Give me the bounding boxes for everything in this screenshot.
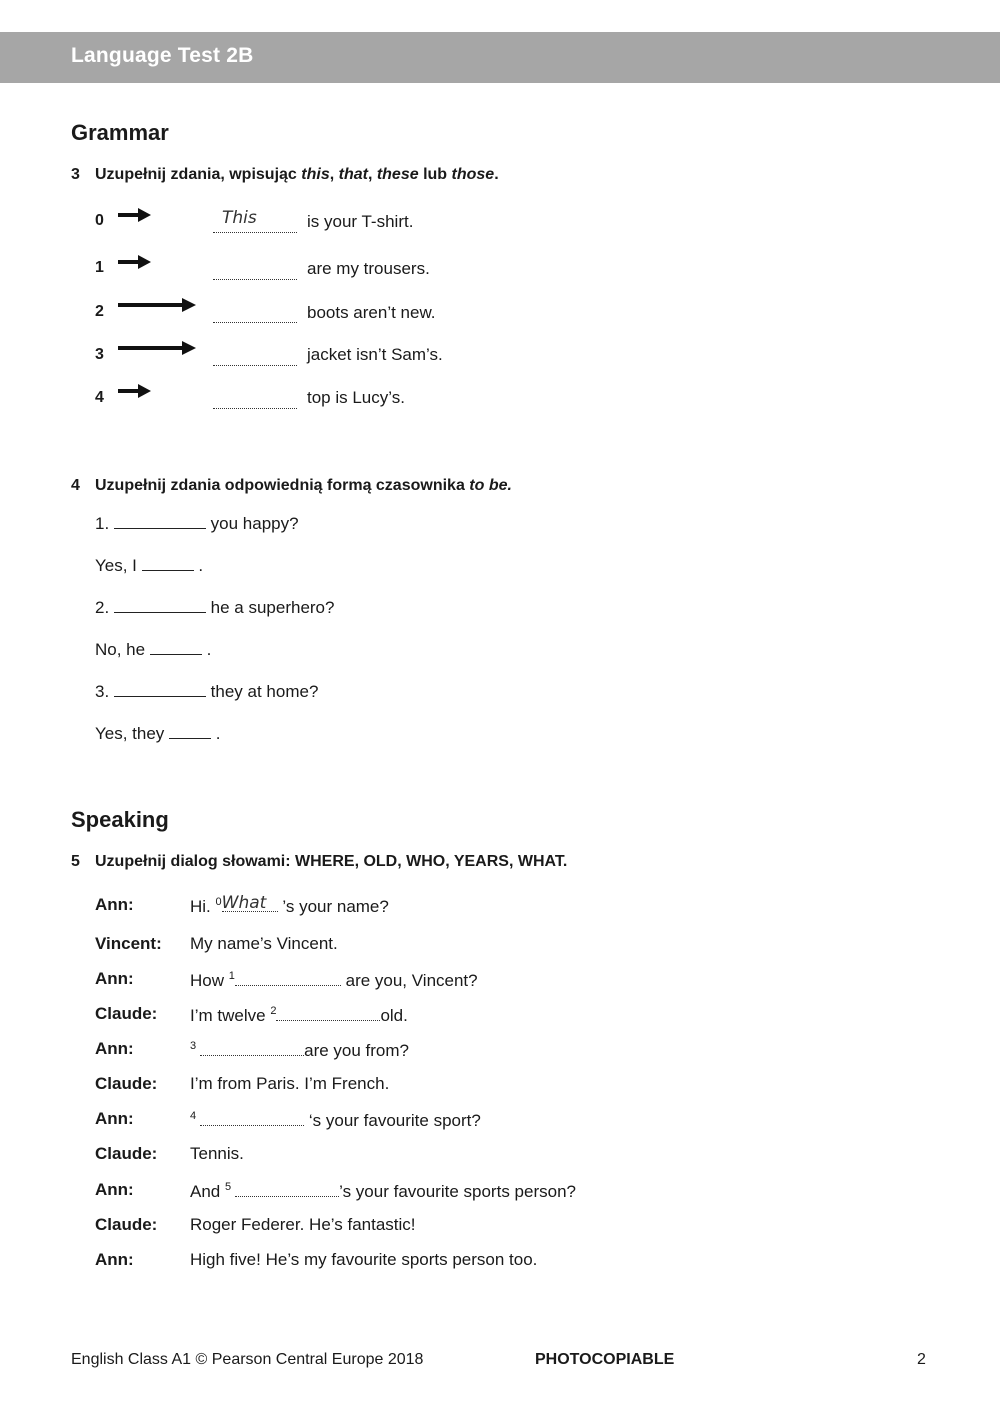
answer-blank[interactable] bbox=[169, 724, 211, 739]
answer-blank[interactable] bbox=[200, 1039, 304, 1056]
exercise-3-instruction: 3 Uzupełnij zdania, wpisując this, that, these lub those. bbox=[71, 166, 499, 183]
item-number: 2 bbox=[95, 303, 104, 320]
exercise-4-item: No, he . bbox=[95, 640, 212, 659]
long-arrow-icon bbox=[118, 340, 198, 356]
answer-blank[interactable] bbox=[142, 556, 194, 571]
long-arrow-icon bbox=[118, 297, 198, 313]
exercise-number: 5 bbox=[71, 853, 80, 870]
answer-blank[interactable] bbox=[222, 895, 278, 912]
speaker-name: Ann: bbox=[95, 1180, 134, 1199]
example-answer: What bbox=[221, 893, 267, 913]
exercise-4-item: 1. you happy? bbox=[95, 514, 299, 533]
answer-blank[interactable] bbox=[213, 302, 297, 323]
example-answer: This bbox=[222, 208, 257, 228]
page-number: 2 bbox=[917, 1351, 926, 1368]
item-number: 4 bbox=[95, 389, 104, 406]
speaker-name: Ann: bbox=[95, 1109, 134, 1128]
section-title-speaking: Speaking bbox=[71, 807, 169, 832]
item-number: 3 bbox=[95, 346, 104, 363]
header-banner bbox=[0, 32, 1000, 83]
answer-blank[interactable] bbox=[213, 388, 297, 409]
speaker-name: Claude: bbox=[95, 1004, 158, 1023]
speaker-name: Ann: bbox=[95, 895, 134, 914]
item-text: are my trousers. bbox=[307, 259, 430, 278]
speaker-name: Claude: bbox=[95, 1215, 158, 1234]
item-number: 1 bbox=[95, 259, 104, 276]
short-arrow-icon bbox=[118, 254, 152, 270]
short-arrow-icon bbox=[118, 207, 152, 223]
speaker-name: Ann: bbox=[95, 1250, 134, 1269]
answer-blank[interactable] bbox=[150, 640, 202, 655]
item-text: jacket isn’t Sam’s. bbox=[307, 345, 443, 364]
answer-blank[interactable] bbox=[114, 598, 206, 613]
exercise-5-instruction: 5 Uzupełnij dialog słowami: WHERE, OLD, WHO, YEARS, WHAT. bbox=[71, 853, 568, 870]
answer-blank[interactable] bbox=[213, 345, 297, 366]
item-number: 0 bbox=[95, 212, 104, 229]
answer-blank[interactable] bbox=[235, 1180, 339, 1197]
section-title-grammar: Grammar bbox=[71, 120, 169, 145]
speaker-name: Ann: bbox=[95, 969, 134, 988]
page-title: Language Test 2B bbox=[71, 44, 254, 67]
exercise-4-item: Yes, they . bbox=[95, 724, 221, 743]
answer-blank[interactable] bbox=[200, 1109, 304, 1126]
footer-photocopiable: PHOTOCOPIABLE bbox=[535, 1351, 675, 1368]
answer-blank[interactable] bbox=[114, 514, 206, 529]
footer-copyright: English Class A1 © Pearson Central Europe 2018 bbox=[71, 1351, 424, 1368]
item-text: is your T-shirt. bbox=[307, 212, 414, 231]
exercise-number: 3 bbox=[71, 166, 80, 183]
answer-blank[interactable] bbox=[213, 259, 297, 280]
speaker-name: Ann: bbox=[95, 1039, 134, 1058]
exercise-4-instruction: 4 Uzupełnij zdania odpowiednią formą czasownika to be. bbox=[71, 477, 512, 494]
short-arrow-icon bbox=[118, 383, 152, 399]
answer-blank[interactable] bbox=[235, 969, 341, 986]
exercise-4-item: 2. he a superhero? bbox=[95, 598, 335, 617]
exercise-4-item: 3. they at home? bbox=[95, 682, 319, 701]
answer-blank[interactable] bbox=[276, 1004, 380, 1021]
item-text: boots aren’t new. bbox=[307, 303, 436, 322]
item-text: top is Lucy’s. bbox=[307, 388, 405, 407]
answer-blank[interactable] bbox=[114, 682, 206, 697]
speaker-name: Vincent: bbox=[95, 934, 162, 953]
speaker-name: Claude: bbox=[95, 1074, 158, 1093]
speaker-name: Claude: bbox=[95, 1144, 158, 1163]
answer-blank[interactable] bbox=[213, 208, 297, 233]
exercise-4-item: Yes, I . bbox=[95, 556, 204, 575]
exercise-number: 4 bbox=[71, 477, 80, 494]
